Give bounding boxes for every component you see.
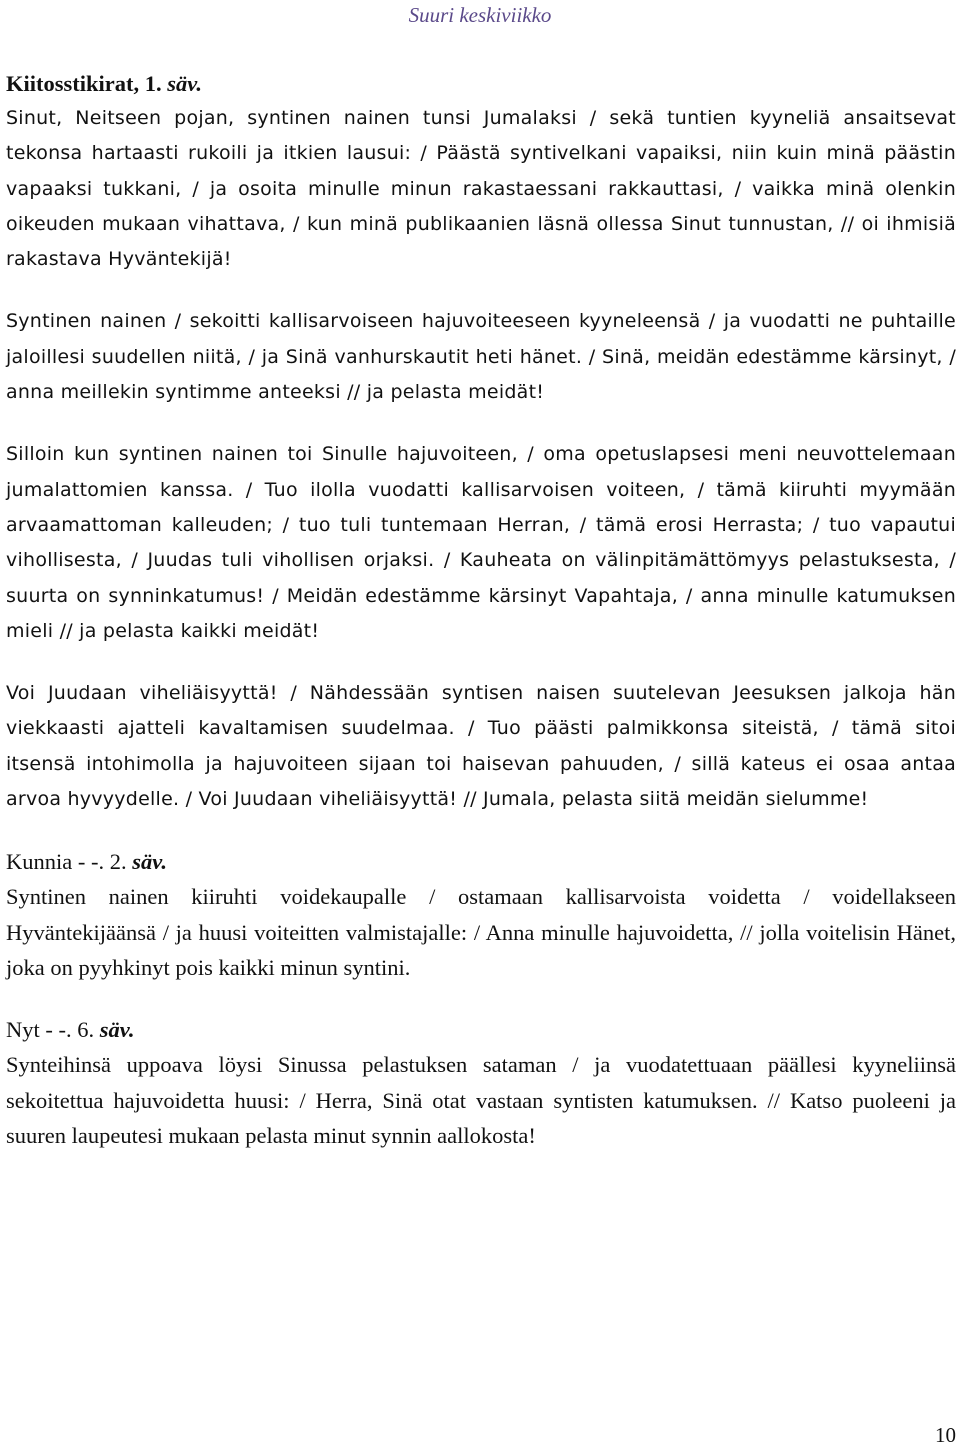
- paragraph: Sinut, Neitseen pojan, syntinen nainen tunsi Jumalaksi / sekä tuntien kyyneliä ansaitsevat tekonsa hartaasti rukoili ja itkien lausui: / Päästä syntivelkani vapaiksi, niin kuin minä päästin vapaaksi tukkani, / ja osoita minulle minun rakastaessani rakkauttasi, / vaikka minä olenkin oikeuden mukaan vihattava, / kun minä publikaanien läsnä ollessa Sinut tunnustan, // oi ihmisiä rakastava Hyväntekijä!: [6, 107, 956, 271]
- paragraph: Silloin kun syntinen nainen toi Sinulle hajuvoiteen, / oma opetuslapsesi meni neuvottelemaan jumalattomien kanssa. / Tuo ilolla vuodatti kallisarvoisen voiteen, / tämä kiiruhti myymään arvaamattoman kalleuden; / tuo tuli tuntemaan Herran, / tämä erosi Herrasta; / tuo vapautui vihollisesta, / Juudas tuli vihollisen orjaksi. / Kauheata on välinpitämättömyys pelastuksesta, / suurta on synninkatumus! / Meidän edestämme kärsinyt Vapahtaja, / anna minulle katumuksen mieli // ja pelasta kaikki meidät!: [6, 443, 956, 642]
- heading-tone: säv.: [167, 71, 203, 96]
- document-body: [6, 66, 956, 1180]
- paragraph: Synteihinsä uppoava löysi Sinussa pelastuksen sataman / ja vuodatettuaan päällesi kyyneliinsä sekoitettua hajuvoidetta huusi: / Herra, Sinä otat vastaan syntisten katumuksen. // Katso puoleeni ja suuren laupeutesi mukaan pelasta minut synnin aallokosta!: [6, 1052, 956, 1148]
- section-heading: [6, 1012, 956, 1047]
- heading-name: Nyt - -. 6.: [6, 1017, 95, 1043]
- heading-name: Kiitosstikirat, 1.: [6, 71, 162, 96]
- paragraph: Voi Juudaan viheliäisyyttä! / Nähdessään syntisen naisen suutelevan Jeesuksen jalkoja hän viekkaasti ajatteli kavaltamisen suudelmaa. / Tuo päästi palmikkonsa siteistä, / tämä sitoi itsensä intohimolla ja hajuvoiteen sijaan toi haisevan pahuuden, / sillä kateus ei osaa antaa arvoa hyvyydelle. / Voi Juudaan viheliäisyyttä! // Jumala, pelasta siitä meidän sielumme!: [6, 682, 956, 811]
- section-kiitosstikirat: [6, 66, 956, 817]
- heading-name: Kunnia - -. 2.: [6, 849, 127, 875]
- section-heading: [6, 844, 956, 879]
- section-heading: [6, 66, 956, 101]
- heading-tone: säv.: [132, 849, 168, 875]
- running-header: Suuri keskiviikko: [408, 3, 552, 27]
- section-nyt: [6, 1012, 956, 1153]
- page-number: 10: [935, 1423, 956, 1447]
- paragraph: Syntinen nainen / sekoitti kallisarvoiseen hajuvoiteeseen kyyneleensä / ja vuodatti ne puhtaille jaloillesi suudellen niitä, / ja Sinä vanhurskautit heti hänet. / Sinä, meidän edestämme kärsinyt, / anna meillekin syntimme anteeksi // ja pelasta meidät!: [6, 310, 956, 404]
- section-kunnia: [6, 844, 956, 985]
- heading-tone: säv.: [99, 1017, 135, 1043]
- paragraph: Syntinen nainen kiiruhti voidekaupalle / ostamaan kallisarvoista voidetta / voidellakseen Hyväntekijäänsä / ja huusi voiteitten valmistajalle: / Anna minulle hajuvoidetta, // jolla voitelisin Hänet, joka on pyyhkinyt pois kaikki minun syntini.: [6, 884, 956, 980]
